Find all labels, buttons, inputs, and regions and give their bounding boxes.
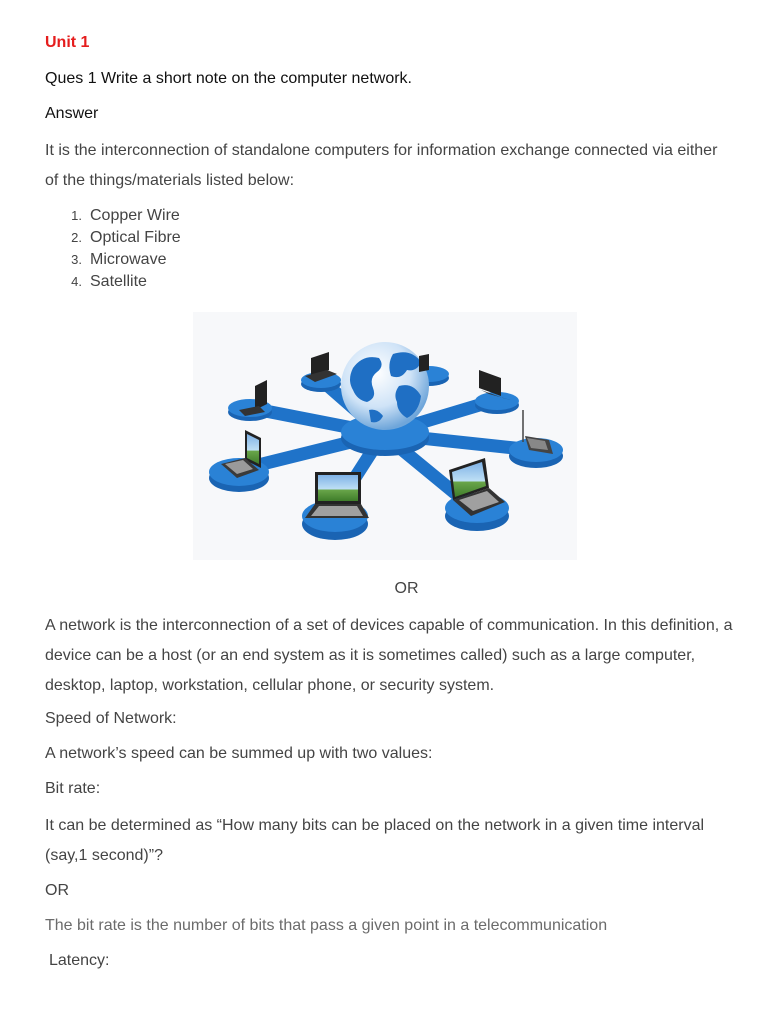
list-item (45, 271, 181, 293)
definition-paragraph: A network is the interconnection of a set of devices capable of communication. In this definition, a device can be a host (or an end system as it is sometimes called) such as a large computer, desktop, laptop, workstation, cellular phone, or security system. (45, 617, 733, 694)
list-text: Optical Fibre (90, 229, 181, 246)
laptop-icon (305, 472, 369, 518)
list-item (45, 249, 181, 271)
list-number: 3. (71, 252, 82, 267)
list-text: Satellite (90, 273, 147, 290)
globe-icon (341, 342, 429, 430)
list-number: 2. (71, 230, 82, 245)
list-text: Copper Wire (90, 207, 180, 224)
laptop-icon (239, 380, 267, 416)
list-item (45, 205, 181, 227)
network-diagram-graphic (193, 312, 577, 560)
materials-list (45, 205, 181, 293)
speed-summary: A network’s speed can be summed up with two values: (45, 745, 433, 762)
or-separator: OR (394, 580, 419, 597)
answer-label: Answer (45, 105, 99, 122)
latency-heading: Latency: (49, 952, 110, 969)
list-number: 4. (71, 274, 82, 289)
unit-heading: Unit 1 (45, 34, 90, 51)
laptop-icon (419, 354, 429, 372)
question-text: Ques 1 Write a short note on the computer network. (45, 70, 412, 87)
list-number: 1. (71, 208, 82, 223)
bitrate-heading: Bit rate: (45, 780, 101, 797)
bitrate-definition: It can be determined as “How many bits can be placed on the network in a given time interval (say,1 second)”? (45, 817, 705, 864)
network-illustration (193, 312, 577, 560)
or-separator-left: OR (45, 882, 69, 899)
bitrate-alt-definition: The bit rate is the number of bits that pass a given point in a telecommunication (45, 917, 608, 934)
intro-paragraph: It is the interconnection of standalone computers for information exchange connected via either of the things/materials listed below: (45, 142, 718, 189)
speed-heading: Speed of Network: (45, 710, 177, 727)
list-text: Microwave (90, 251, 167, 268)
list-item (45, 227, 181, 249)
